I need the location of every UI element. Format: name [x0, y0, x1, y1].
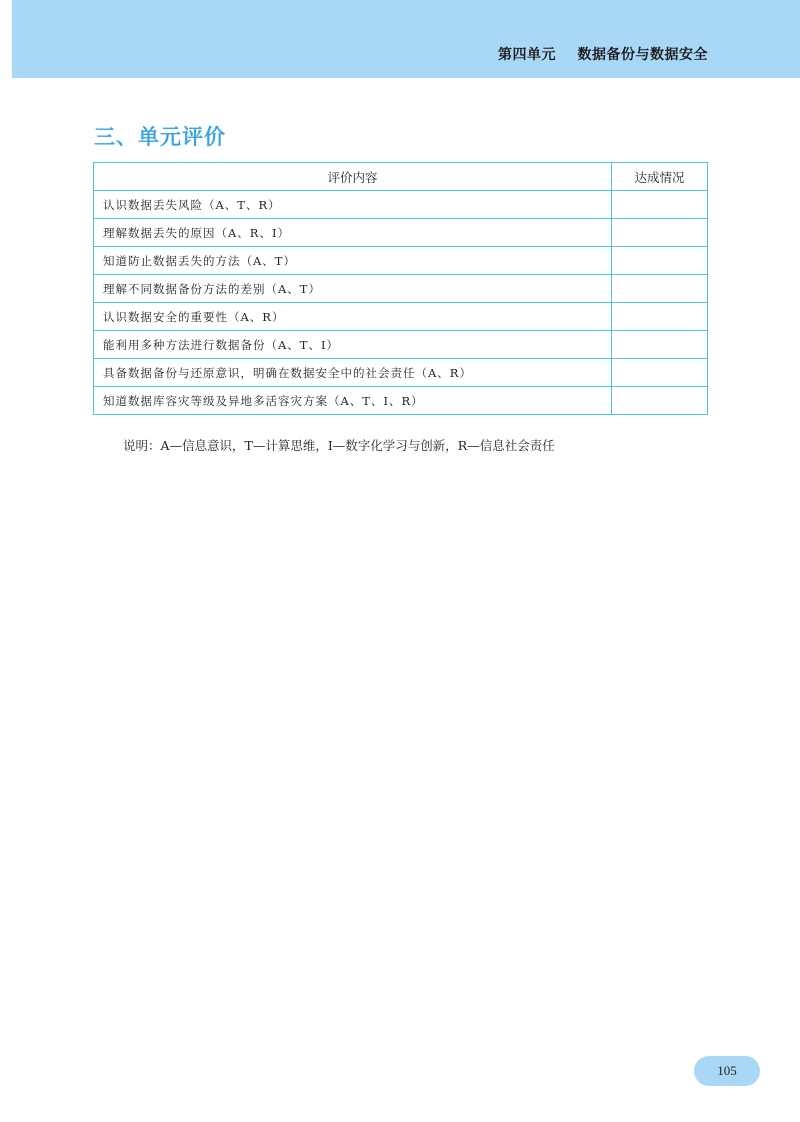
- header-evaluation-content: 评价内容: [94, 163, 612, 191]
- status-cell[interactable]: [612, 191, 708, 219]
- table-row: [94, 387, 708, 415]
- table-row: [94, 191, 708, 219]
- evaluation-item: 理解数据丢失的原因（A、R、I）: [94, 219, 612, 247]
- table-row: [94, 275, 708, 303]
- evaluation-item: 知道数据库容灾等级及异地多活容灾方案（A、T、I、R）: [94, 387, 612, 415]
- section-title: 三、单元评价: [94, 125, 226, 149]
- table-row: [94, 247, 708, 275]
- table-header-row: [94, 163, 708, 191]
- status-cell[interactable]: [612, 219, 708, 247]
- evaluation-item: 理解不同数据备份方法的差别（A、T）: [94, 275, 612, 303]
- table-row: [94, 359, 708, 387]
- status-cell[interactable]: [612, 331, 708, 359]
- evaluation-table: [93, 162, 708, 415]
- chapter-header-title: 第四单元 数据备份与数据安全: [498, 47, 708, 63]
- evaluation-item: 知道防止数据丢失的方法（A、T）: [94, 247, 612, 275]
- status-cell[interactable]: [612, 359, 708, 387]
- legend-note: 说明：A—信息意识，T—计算思维，I—数字化学习与创新，R—信息社会责任: [123, 438, 555, 453]
- header-band: [12, 0, 800, 78]
- evaluation-item: 认识数据安全的重要性（A、R）: [94, 303, 612, 331]
- header-achievement-status: 达成情况: [612, 163, 708, 191]
- page-number: 105: [717, 1063, 737, 1078]
- evaluation-item: 认识数据丢失风险（A、T、R）: [94, 191, 612, 219]
- table-row: [94, 303, 708, 331]
- status-cell[interactable]: [612, 303, 708, 331]
- table-row: [94, 219, 708, 247]
- status-cell[interactable]: [612, 247, 708, 275]
- status-cell[interactable]: [612, 275, 708, 303]
- evaluation-item: 能利用多种方法进行数据备份（A、T、I）: [94, 331, 612, 359]
- table-row: [94, 331, 708, 359]
- evaluation-item: 具备数据备份与还原意识，明确在数据安全中的社会责任（A、R）: [94, 359, 612, 387]
- status-cell[interactable]: [612, 387, 708, 415]
